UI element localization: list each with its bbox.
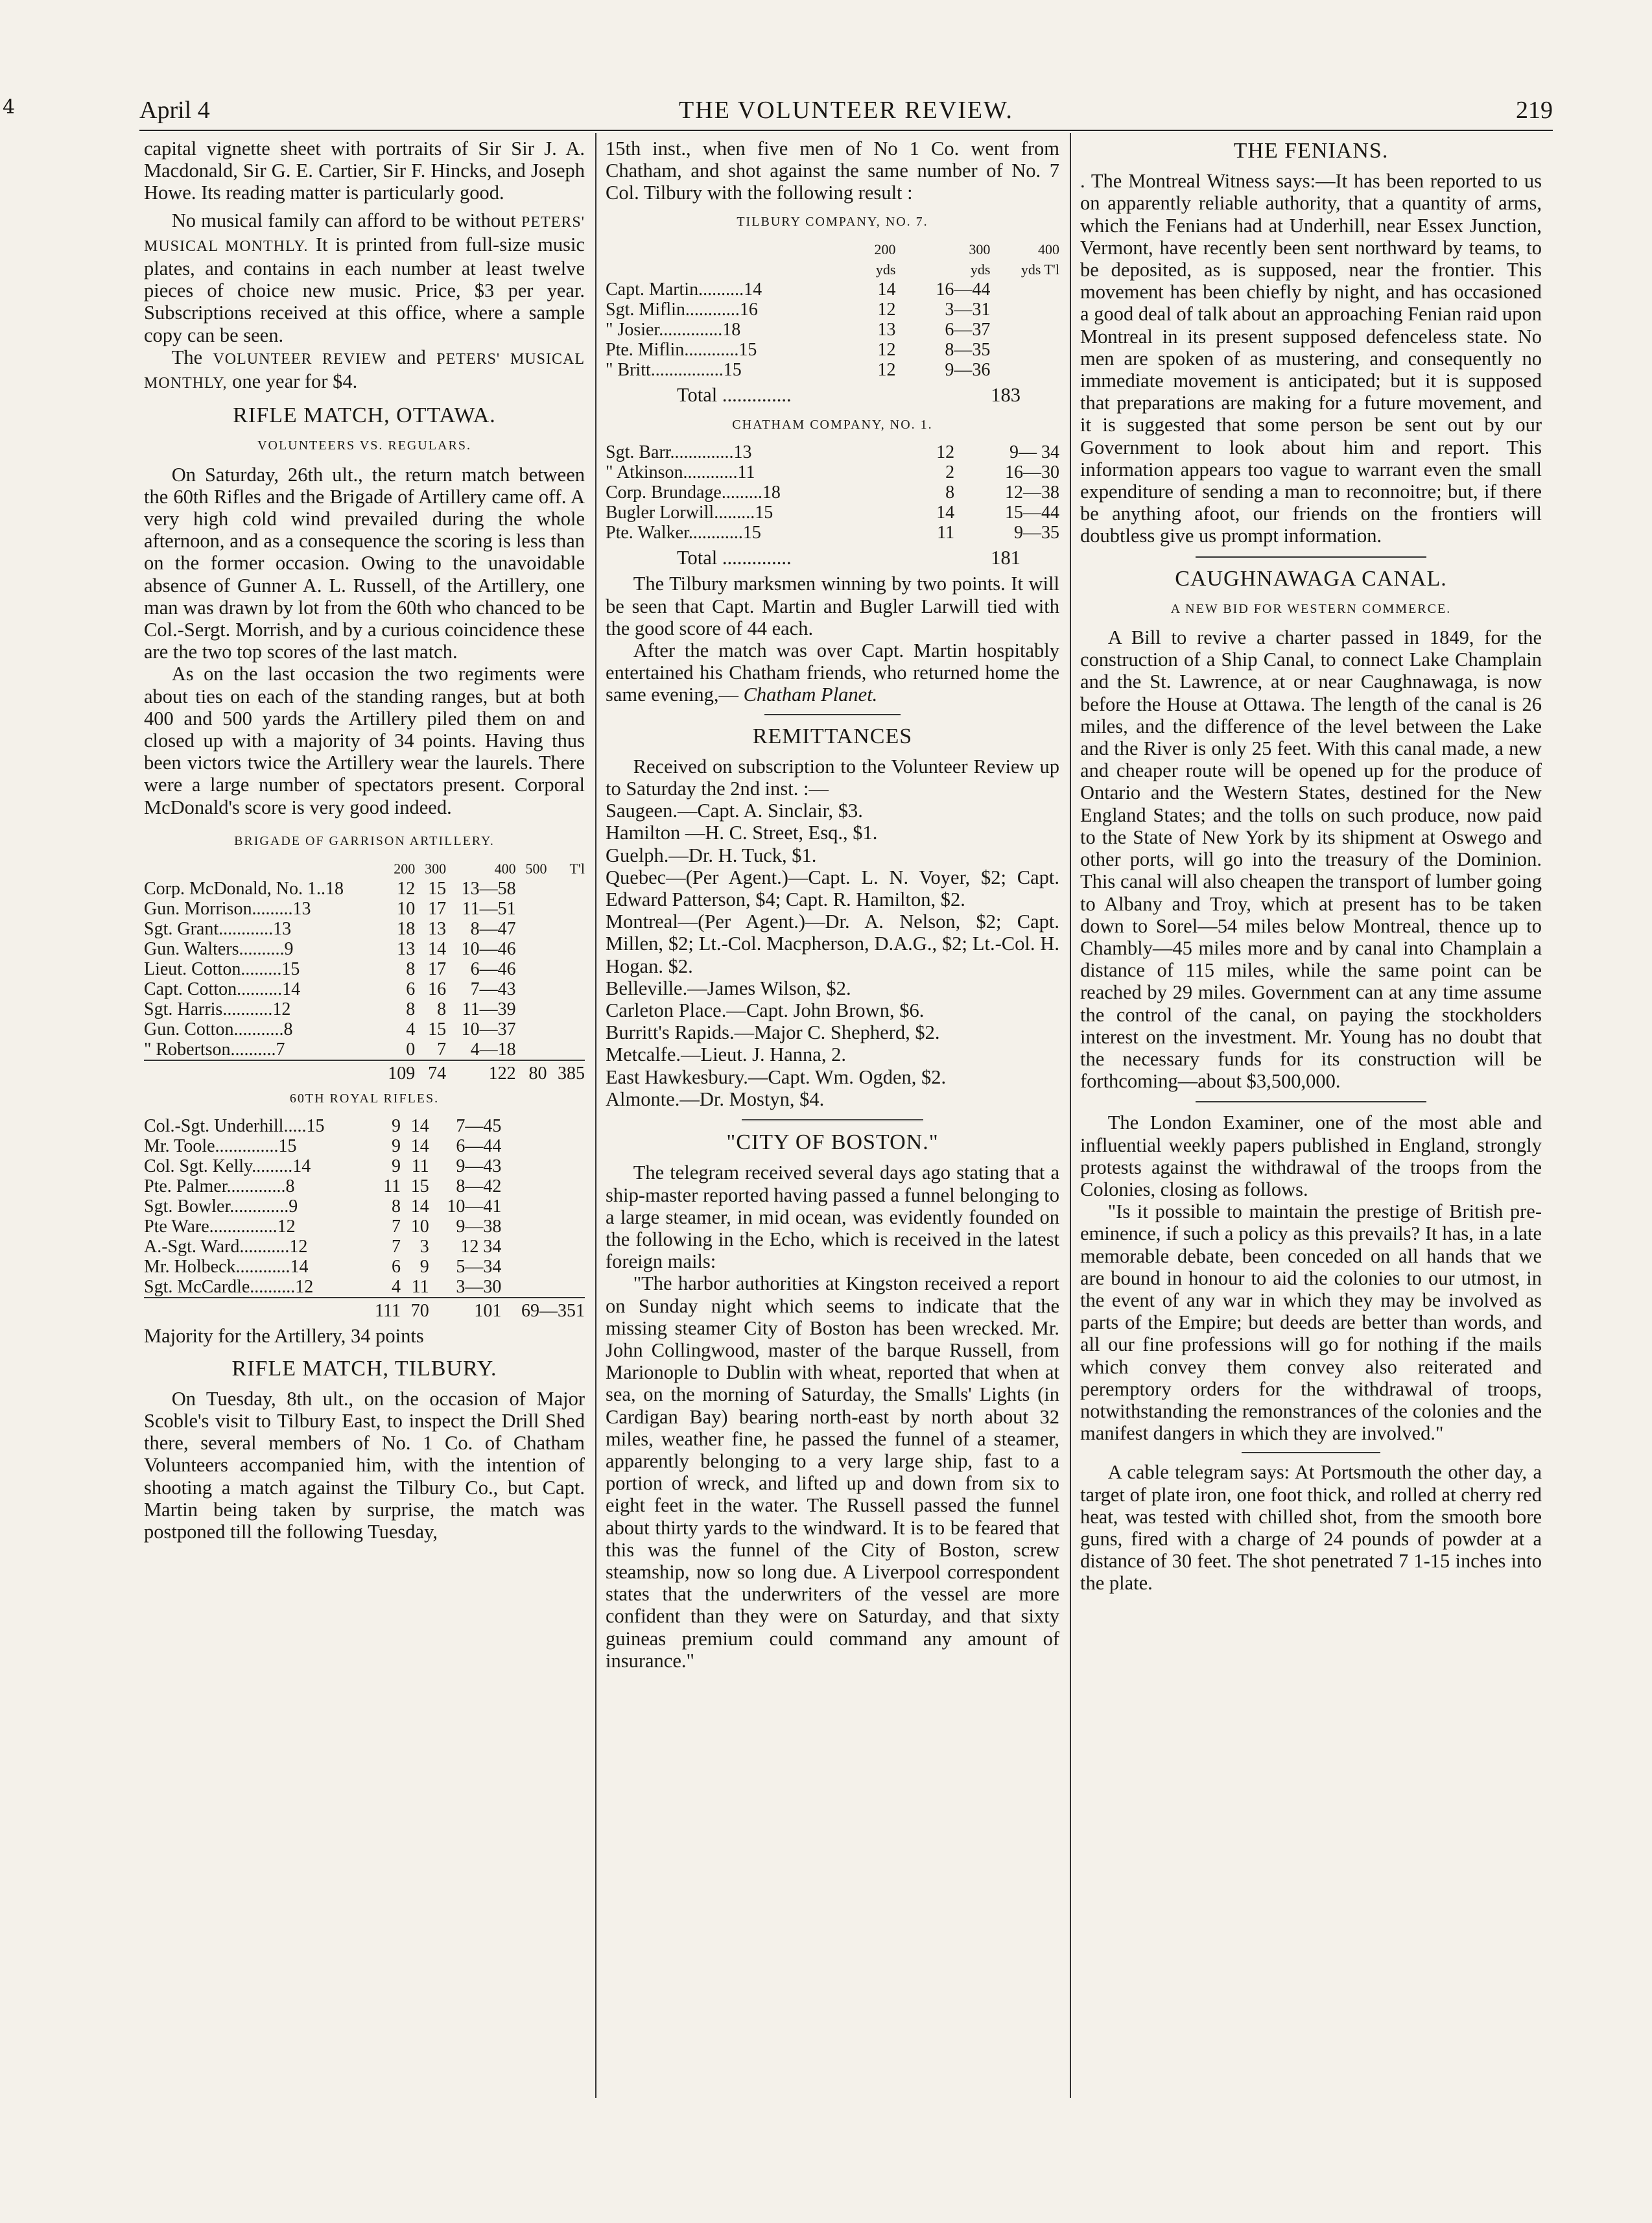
score-value-cell: 10—37 [461, 1019, 516, 1040]
score-name-cell: Mr. Toole..............15 [144, 1136, 297, 1157]
score-row [144, 1156, 585, 1176]
score-value-cell: 15 [410, 1176, 429, 1197]
score-name-cell: Gun. Morrison.........13 [144, 899, 311, 920]
score-name-cell: " Robertson..........7 [144, 1040, 285, 1060]
score-row [144, 1136, 585, 1156]
score-value-cell: 12 [877, 359, 896, 380]
score-value-cell: 10 [397, 899, 416, 920]
chatham-score-table [606, 442, 1059, 543]
score-row [606, 442, 1059, 462]
score-value-cell: 9— 34 [1009, 442, 1059, 463]
heading-rifle-match-ottawa: RIFLE MATCH, OTTAWA. [233, 403, 496, 428]
score-value-cell: 0 [406, 1040, 416, 1060]
score-row [606, 462, 1059, 482]
score-value-cell: 12 [936, 442, 955, 463]
score-value-cell: 3—31 [945, 299, 991, 320]
score-row [144, 919, 585, 939]
score-value-cell: 15—44 [1005, 503, 1059, 523]
score-value-cell: 13 [877, 319, 896, 340]
score-row [144, 1019, 585, 1040]
score-value-cell: 7 [392, 1217, 401, 1237]
score-row [144, 1196, 585, 1217]
score-name-cell: Sgt. Grant............13 [144, 919, 292, 940]
remittances-intro: Received on subscription to the Volunteer Review up to Saturday the 2nd inst. :— [606, 755, 1059, 800]
score-value-cell: 14 [877, 279, 896, 300]
score-row [606, 523, 1059, 543]
martin-hospitality-paragraph: After the match was over Capt. Martin hospitably entertained his Chatham friends, who returned home the same evening,— Chatham Planet. [606, 639, 1059, 706]
vignette-paragraph: capital vignette sheet with portraits of Sir Sir J. A. Macdonald, Sir G. E. Cartier, Sir F. Hincks, and Joseph Howe. Its reading matter is particularly good. [144, 137, 585, 204]
heading-the-fenians: THE FENIANS. [1233, 139, 1389, 163]
score-value-cell: 7 [392, 1237, 401, 1257]
score-value-cell: 6 [392, 1257, 401, 1278]
score-row [606, 300, 1059, 320]
ottawa-match-paragraph-1: On Saturday, 26th ult., the return match between the 60th Rifles and the Brigade of Artillery came off. A very high cold wind prevailed during the whole afternoon, and as a consequence the scoring is less than on the former occasion. Owing to the unavoidable absence of Gunner A. L. Russell, of the Artillery, one man was drawn by lot from the 60th who chanced to be Col.-Sergt. Morrish, and by a curious coincidence these are the two top scores of the last match. [144, 463, 585, 663]
artillery-total-row: 109 74 122 80 385 [144, 1060, 585, 1084]
score-value-cell: 12 [877, 299, 896, 320]
section-rule [1196, 1101, 1426, 1102]
score-value-cell: 9—43 [456, 1156, 502, 1177]
score-value-cell: 8 [437, 999, 447, 1020]
score-row [606, 503, 1059, 523]
heading-rifle-match-tilbury: RIFLE MATCH, TILBURY. [231, 1356, 497, 1381]
score-value-cell: 18 [397, 919, 416, 940]
score-name-cell: Lieut. Cotton.........15 [144, 959, 300, 980]
score-value-cell: 13—58 [461, 879, 516, 899]
score-row [144, 1116, 585, 1136]
score-value-cell: 3 [419, 1237, 429, 1257]
score-value-cell: 8 [406, 999, 416, 1020]
score-row [144, 1217, 585, 1237]
score-value-cell: 4—18 [470, 1040, 516, 1060]
score-row [144, 1237, 585, 1257]
subheading-volunteers-vs-regulars: VOLUNTEERS VS. REGULARS. [257, 438, 471, 453]
score-row [606, 340, 1059, 360]
majority-line: Majority for the Artillery, 34 points [144, 1325, 424, 1348]
score-row [144, 999, 585, 1019]
score-name-cell: " Atkinson............11 [606, 462, 755, 483]
subheading-new-bid: A NEW BID FOR WESTERN COMMERCE. [1170, 601, 1452, 616]
score-value-cell: 16 [428, 979, 447, 1000]
tilbury-header-2: yds yds yds T'l [875, 261, 1059, 278]
score-value-cell: 9 [392, 1136, 401, 1157]
score-row [606, 360, 1059, 380]
score-name-cell: Sgt. Miflin............16 [606, 299, 758, 320]
score-value-cell: 13 [428, 919, 447, 940]
score-name-cell: Sgt. McCardle..........12 [144, 1277, 314, 1298]
score-row [144, 939, 585, 959]
score-name-cell: Col.-Sgt. Underhill.....15 [144, 1116, 325, 1137]
column-3 [1080, 137, 1542, 1595]
score-name-cell: " Josier..............18 [606, 319, 741, 340]
score-value-cell: 7 [437, 1040, 447, 1060]
score-value-cell: 16—30 [1005, 462, 1059, 483]
score-value-cell: 12 34 [460, 1237, 502, 1257]
artillery-score-table [144, 859, 585, 1084]
score-value-cell: 14 [410, 1136, 429, 1157]
tilbury-company-title: TILBURY COMPANY, NO. 7. [737, 214, 928, 229]
score-row [144, 1176, 585, 1196]
score-row [144, 899, 585, 919]
page-header [139, 96, 1553, 130]
score-value-cell: 12 [877, 339, 896, 360]
score-value-cell: 8 [406, 959, 416, 980]
remittances-list [606, 800, 1059, 1110]
score-value-cell: 4 [392, 1277, 401, 1298]
fenians-paragraph: . The Montreal Witness says:—It has been reported to us on apparently reliable authority, that a quantity of arms, which the Fenians had at Underhill, near Essex Junction, Vermont, have recently been sent northward by teams, to be deposited, as is supposed, near the frontier. This movement has been chiefly by night, and has occasioned a good deal of talk about an approaching Fenian raid upon Montreal in its present supposed defenceless state. No men are spoken of as mustering, and consequently no immediate movement is anticipated; but it is supposed that preparations are making for a future movement, and it is suggested that some person be sent out by our Government to look about him and report. This information appears too vague to warrant even the small expenditure of sending a man to reconnoitre; but, if there be anything afoot, our friends on the frontiers will doubtless give us prompt information. [1080, 170, 1542, 547]
remittance-entry: Guelph.—Dr. H. Tuck, $1. [606, 844, 817, 866]
score-value-cell: 6—46 [470, 959, 516, 980]
score-value-cell: 14 [936, 503, 955, 523]
subscription-offer-paragraph: The VOLUNTEER REVIEW and PETERS' MUSICAL MONTHLY, one year for $4. [144, 346, 585, 393]
chatham-total: Total .............. 181 [677, 547, 1021, 569]
score-value-cell: 9—36 [945, 359, 991, 380]
score-value-cell: 8 [392, 1196, 401, 1217]
score-row [606, 482, 1059, 503]
score-value-cell: 17 [428, 899, 447, 920]
artillery-table-title: BRIGADE OF GARRISON ARTILLERY. [234, 833, 495, 848]
score-name-cell: Capt. Martin..........14 [606, 279, 762, 300]
boston-paragraph-2: "The harbor authorities at Kingston received a report on Sunday night which seems to indicate that the missing steamer City of Boston has been wrecked. Mr. John Collingwood, master of the barque Russell, from Marionople to Dublin with wheat, reported that when at sea, on the morning of Saturday, the Smalls' Lights (in Cardigan Bay) bearing north-east by north about 32 miles, weather fine, he passed the funnel of a steamer, apparently belonging to a very large ship, fast to a portion of wreck, and lifted up and down from six to eight feet in the water. The Russell passed the funnel about thirty yards to the windward. It is to be feared that this was the funnel of the City of Boston, screw steamship, now so long due. A Liverpool correspondent states that the underwriters of the vessel are more confident than they were on Saturday, and that sixty guineas premium could command any amount of insurance." [606, 1272, 1059, 1672]
score-name-cell: Bugler Lorwill.........15 [606, 503, 773, 523]
tilbury-continued-paragraph: 15th inst., when five men of No 1 Co. went from Chatham, and shot against the same number of No. 7 Col. Tilbury with the following result : [606, 137, 1059, 204]
page-number: 219 [1516, 97, 1553, 124]
column-divider-1 [595, 133, 596, 2098]
score-value-cell: 14 [410, 1116, 429, 1137]
score-row [144, 959, 585, 979]
score-value-cell: 9 [419, 1257, 429, 1278]
score-name-cell: Gun. Walters..........9 [144, 939, 294, 960]
examiner-quote: "Is it possible to maintain the prestige of British pre-eminence, if such a policy as this prevails? It has, in a late memorable debate, been conceded on all hands that we are bound in honour to aid the colonies to our utmost, in the event of any war in which they may be involved as parts of the Empire; but deeds are better than words, and all our fine professions will go for nothing if the mails which convey them convey also reiterated and peremptory orders for the withdrawal of troops, notwithstanding the remonstrances of the colonies and the manifest dangers in which they are involved." [1080, 1200, 1542, 1445]
header-rule [139, 130, 1553, 131]
score-value-cell: 12 [397, 879, 416, 899]
remittance-entry: Carleton Place.—Capt. John Brown, $6. [606, 999, 925, 1022]
examiner-paragraph: The London Examiner, one of the most able and influential weekly papers published in England, strongly protests against the withdrawal of the troops from the Colonies, closing as follows. [1080, 1112, 1542, 1200]
score-value-cell: 9 [392, 1156, 401, 1177]
score-value-cell: 11—51 [462, 899, 516, 920]
score-value-cell: 8—47 [470, 919, 516, 940]
score-row [144, 1040, 585, 1060]
ottawa-match-paragraph-2: As on the last occasion the two regiments were about ties on each of the standing ranges, but at both 400 and 500 yards the Artillery piled them on and closed up with a majority of 34 points. Having thus been victors twice the Artillery wear the laurels. There were a large number of spectators present. Corporal McDonald's score is very good indeed. [144, 663, 585, 818]
score-value-cell: 6—37 [945, 319, 991, 340]
tilbury-score-table [606, 239, 1059, 380]
score-name-cell: Corp. McDonald, No. 1..18 [144, 879, 344, 899]
score-value-cell: 6—44 [456, 1136, 502, 1157]
score-value-cell: 9—38 [456, 1217, 502, 1237]
section-rule [742, 1119, 923, 1121]
score-name-cell: Pte. Walker............15 [606, 523, 761, 543]
score-value-cell: 8—35 [945, 339, 991, 360]
score-row [606, 279, 1059, 300]
score-value-cell: 11—39 [462, 999, 516, 1020]
boston-paragraph-1: The telegram received several days ago stating that a ship-master reported having passed a funnel belonging to a large steamer, in mid ocean, was evidently founded on the following in the Echo, which is received in the latest foreign mails: [606, 1161, 1059, 1273]
score-row [144, 1257, 585, 1277]
header-date: April 4 [139, 97, 210, 124]
rifles-score-table [144, 1116, 585, 1321]
score-value-cell: 10—41 [447, 1196, 502, 1217]
score-name-cell: Capt. Cotton..........14 [144, 979, 301, 1000]
score-name-cell: " Britt................15 [606, 359, 742, 380]
heading-city-of-boston: "CITY OF BOSTON." [726, 1130, 939, 1155]
remittance-entry: Metcalfe.—Lieut. J. Hanna, 2. [606, 1043, 846, 1066]
remittance-entry: Quebec—(Per Agent.)—Capt. L. N. Voyer, $2; Capt. Edward Patterson, $4; Capt. R. Hamilton, $2. [606, 866, 1059, 911]
score-value-cell: 4 [406, 1019, 416, 1040]
score-row [144, 1277, 585, 1298]
remittance-entry: Belleville.—James Wilson, $2. [606, 977, 851, 999]
column-2 [606, 137, 1059, 1672]
remittance-entry: Burritt's Rapids.—Major C. Shepherd, $2. [606, 1021, 940, 1044]
score-value-cell: 3—30 [456, 1277, 502, 1298]
musical-monthly-paragraph: No musical family can afford to be without PETERS' MUSICAL MONTHLY. It is printed from full-size music plates, and contains in each number at least twelve pieces of choice new music. Price, $3 per year. Subscriptions received at this office, where a sample copy can be seen. [144, 209, 585, 346]
remittance-entry: Hamilton —H. C. Street, Esq., $1. [606, 822, 878, 844]
score-name-cell: A.-Sgt. Ward...........12 [144, 1237, 308, 1257]
edge-mark: 4 [3, 96, 16, 119]
section-rule [1196, 556, 1426, 558]
score-value-cell: 6 [406, 979, 416, 1000]
remittance-entry: Saugeen.—Capt. A. Sinclair, $3. [606, 800, 863, 822]
score-value-cell: 14 [428, 939, 447, 960]
remittance-entry: Almonte.—Dr. Mostyn, $4. [606, 1088, 825, 1110]
score-value-cell: 8 [945, 482, 955, 503]
score-value-cell: 9 [392, 1116, 401, 1137]
column-divider-2 [1070, 133, 1071, 2098]
score-name-cell: Corp. Brundage.........18 [606, 482, 781, 503]
score-value-cell: 10—46 [461, 939, 516, 960]
score-name-cell: Sgt. Barr..............13 [606, 442, 752, 463]
score-name-cell: Pte Ware...............12 [144, 1217, 296, 1237]
score-name-cell: Gun. Cotton...........8 [144, 1019, 293, 1040]
score-value-cell: 17 [428, 959, 447, 980]
canal-paragraph: A Bill to revive a charter passed in 1849, for the construction of a Ship Canal, to connect Lake Champlain and the St. Lawrence, at or near Caughnawaga, is now before the House at Ottawa. The length of the canal is 26 miles, and the difference of the level between the Lake and the River is only 25 feet. With this canal made, a new and cheaper route will be opened up for the produce of Ontario and the Western States, destined for the New England States; and the tolls on such produce, now paid to the State of New York by its shipment at Oswego and other ports, will go into the treasury of the Dominion. This canal will also cheapen the transport of lumber going to Albany and Troy, which at present has to be taken down to Sorel—54 miles below Montreal, thence up to Chambly—45 miles more and by canal into Champlain a distance of 115 miles, while the same point can be reached by 29 miles. Government can at any time assume the control of the canal, on paying the stockholders interest on the investment. Mr. Young has no doubt that the necessary funds for its construction will be forthcoming—about $3,500,000. [1080, 626, 1542, 1093]
score-row [144, 879, 585, 899]
column-1 [144, 137, 585, 1543]
tilbury-header-1: 200 300 400 [874, 241, 1059, 257]
score-name-cell: Pte. Miflin............15 [606, 339, 757, 360]
score-name-cell: Mr. Holbeck............14 [144, 1257, 309, 1278]
score-value-cell: 5—34 [456, 1257, 502, 1278]
score-value-cell: 7—45 [456, 1116, 502, 1137]
score-value-cell: 11 [411, 1156, 429, 1177]
score-value-cell: 14 [410, 1196, 429, 1217]
score-row [606, 320, 1059, 340]
score-value-cell: 10 [410, 1217, 429, 1237]
tilbury-total: Total .............. 183 [677, 383, 1021, 406]
tilbury-result-paragraph: The Tilbury marksmen winning by two points. It will be seen that Capt. Martin and Bugler Larwill tied with the good score of 44 each. [606, 573, 1059, 639]
section-rule [1242, 1452, 1380, 1453]
score-value-cell: 2 [945, 462, 955, 483]
rifles-total-row: 111 70 101 69—351 [144, 1298, 585, 1321]
score-value-cell: 11 [411, 1277, 429, 1298]
heading-remittances: REMITTANCES [752, 724, 913, 748]
score-value-cell: 7—43 [470, 979, 516, 1000]
score-value-cell: 15 [428, 1019, 447, 1040]
score-name-cell: Col. Sgt. Kelly.........14 [144, 1156, 311, 1177]
score-name-cell: Sgt. Harris...........12 [144, 999, 291, 1020]
score-name-cell: Pte. Palmer.............8 [144, 1176, 295, 1197]
score-value-cell: 12—38 [1005, 482, 1059, 503]
tilbury-match-paragraph: On Tuesday, 8th ult., on the occasion of Major Scoble's visit to Tilbury East, to inspect the Drill Shed there, several members of No. 1 Co. of Chatham Volunteers accompanied him, with the intention of shooting a match against the Tilbury Co., but Capt. Martin being taken by surprise, the match was postponed till the following Tuesday, [144, 1387, 585, 1543]
masthead-title: THE VOLUNTEER REVIEW. [679, 97, 1013, 124]
score-value-cell: 8—42 [456, 1176, 502, 1197]
section-rule [764, 714, 901, 715]
score-value-cell: 9—35 [1014, 523, 1059, 543]
heading-caughnawaga-canal: CAUGHNAWAGA CANAL. [1175, 566, 1447, 591]
score-value-cell: 11 [383, 1176, 401, 1197]
rifles-table-title: 60TH ROYAL RIFLES. [289, 1091, 440, 1106]
score-value-cell: 11 [937, 523, 955, 543]
portsmouth-paragraph: A cable telegram says: At Portsmouth the other day, a target of plate iron, one foot thick, and rolled at cherry red heat, was tested with chilled shot, from the smooth bore guns, fired with a charge of 24 pounds of powder at a distance of 30 feet. The shot penetrated 7 1-15 inches into the plate. [1080, 1461, 1542, 1595]
score-value-cell: 13 [397, 939, 416, 960]
remittance-entry: Montreal—(Per Agent.)—Dr. A. Nelson, $2; Capt. Millen, $2; Lt.-Col. Macpherson, D.A.G., $2; Lt.-Col. H. Hogan. $2. [606, 910, 1059, 977]
chatham-company-title: CHATHAM COMPANY, NO. 1. [732, 418, 933, 433]
artillery-table-header: 200 300 400 500 T'l [394, 861, 585, 877]
score-row [144, 979, 585, 999]
score-value-cell: 15 [428, 879, 447, 899]
score-name-cell: Sgt. Bowler.............9 [144, 1196, 298, 1217]
score-value-cell: 16—44 [936, 279, 991, 300]
remittance-entry: East Hawkesbury.—Capt. Wm. Ogden, $2. [606, 1065, 947, 1088]
